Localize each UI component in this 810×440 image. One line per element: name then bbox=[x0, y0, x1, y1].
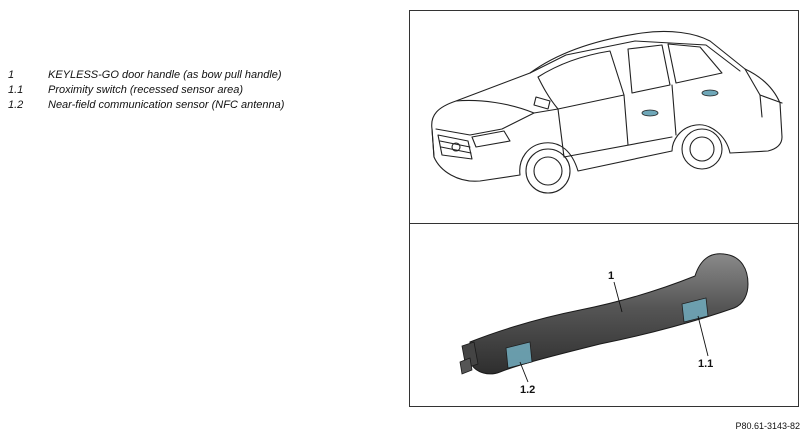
legend-item-1-1 bbox=[8, 83, 284, 98]
legend-text: KEYLESS-GO door handle (as bow pull handle) bbox=[48, 69, 282, 81]
legend-text: Proximity switch (recessed sensor area) bbox=[48, 84, 244, 96]
legend-item-1-2 bbox=[8, 98, 284, 113]
car-illustration bbox=[410, 11, 798, 223]
rear-door-handle-highlight bbox=[702, 90, 718, 96]
door-handle-illustration bbox=[410, 224, 798, 406]
legend bbox=[8, 68, 284, 113]
car-illustration-panel bbox=[410, 11, 798, 224]
callout-nfc-sensor: 1.2 bbox=[520, 384, 536, 396]
door-handle-detail-panel bbox=[410, 224, 798, 406]
legend-text: Near-field communication sensor (NFC antenna) bbox=[48, 99, 285, 111]
legend-item-1 bbox=[8, 68, 284, 83]
front-door-handle-highlight bbox=[642, 110, 658, 116]
callout-proximity-switch: 1.1 bbox=[698, 358, 714, 370]
legend-number: 1.2 bbox=[8, 99, 24, 111]
legend-number: 1.1 bbox=[8, 84, 24, 96]
figure-id: P80.61-3143-82 bbox=[735, 421, 800, 431]
legend-number: 1 bbox=[8, 69, 15, 81]
figure-frame bbox=[409, 10, 799, 407]
callout-handle: 1 bbox=[608, 270, 615, 282]
